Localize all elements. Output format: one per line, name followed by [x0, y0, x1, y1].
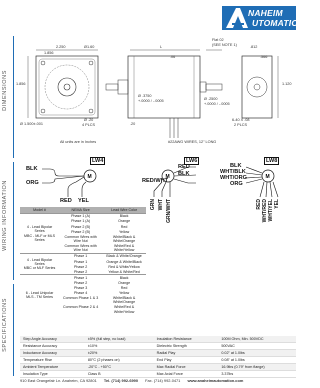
- lw6-bottom2: WHT: [158, 199, 164, 211]
- spec-label: Dielectric Strength: [154, 343, 219, 350]
- lw8-bottom1: RED: [256, 199, 262, 210]
- spec-value: -20°C - +50°C: [85, 364, 154, 371]
- color-cell: Yellow: [118, 229, 130, 234]
- dim-keyway: 6-40 X .08: [232, 118, 250, 122]
- lw8-left-mid1: WHT/BLK: [220, 169, 246, 175]
- spec-row: [20, 343, 296, 350]
- dim-lead-note: #22AWG WIRES, 12" LONG: [168, 140, 217, 144]
- dim-shaft-len: .812: [250, 45, 258, 49]
- spec-label: Inductance Accuracy: [20, 350, 85, 357]
- nema-cell: Phase 2 (B): [71, 229, 91, 234]
- spec-table: [20, 336, 296, 378]
- spec-label: Radial Play: [154, 350, 219, 357]
- section-dimensions-label: DIMENSIONS: [2, 70, 8, 111]
- table-row: [20, 214, 146, 220]
- dim-holes-count: 4 PLCS: [82, 123, 96, 127]
- lw6-right-mid2: RED/WHT: [142, 178, 169, 184]
- color-cell: Orange: [118, 280, 131, 285]
- wiring-table-header-color: Lead Wire Color: [102, 207, 146, 214]
- table-row: [20, 254, 146, 260]
- lw8-bottom3: WHT/YEL: [268, 199, 274, 222]
- nema-cell: Phase 1 (A): [71, 219, 91, 224]
- dim-face-width: 1.856: [44, 51, 54, 55]
- nema-cell: Common Wires with Wire Nut: [64, 244, 97, 253]
- dim-bolt-circle: Ø 1.500±.001: [20, 122, 43, 126]
- dim-keyway-count: 2 PLCS: [234, 123, 248, 127]
- model-cell: 4 - Lead Bipolar Series MBC or MLF Series: [23, 257, 56, 271]
- wiring-table-header-model: Model #: [20, 207, 59, 214]
- color-cell: Yellow & White/Red: [108, 269, 140, 274]
- nema-cell: Common Phase 2 & 4: [63, 305, 99, 310]
- dim-length: L: [160, 45, 163, 49]
- svg-text:M: M: [265, 174, 270, 180]
- lw8-tag: LW8: [266, 158, 278, 164]
- lw4-left-top: BLK: [26, 166, 38, 172]
- spec-label: Insulation Type: [20, 371, 85, 378]
- spec-value: Class B: [85, 371, 154, 378]
- footer: [20, 378, 296, 386]
- color-cell: Black: [119, 275, 129, 280]
- footer-tel: Tel. (714) 992-6990: [103, 378, 138, 383]
- footer-web-link[interactable]: www.anaheimautomation.com: [187, 378, 244, 383]
- nema-cell: Phase 4: [74, 291, 88, 295]
- dim-flat-note: Flat 02: [212, 38, 224, 42]
- spec-label: Insulation Resistance: [154, 336, 219, 343]
- section-specifications: [0, 284, 14, 376]
- spec-label: Max Axial Force: [154, 371, 219, 378]
- nema-cell: Common Phase 1 & 3: [63, 296, 99, 301]
- model-cell: 6 - Lead Unipolar MLS - TM Series: [25, 290, 54, 299]
- color-cell: Black & White/Orange: [106, 254, 142, 259]
- dim-offset: .06: [170, 55, 176, 59]
- spec-value: 0.08" at 1.0lbs: [218, 357, 296, 364]
- nema-cell: Phase 3: [74, 285, 88, 290]
- footer-address: 910 East Orangefair Ln. Anaheim, CA 92801: [20, 378, 97, 383]
- spec-value: 500VAC: [218, 343, 296, 350]
- spec-table-body: [20, 336, 296, 378]
- footer-fax: Fax. (714) 992-0471: [145, 378, 181, 383]
- color-cell: Orange & White/Black: [106, 259, 142, 264]
- nema-cell: Phase 2: [74, 264, 88, 269]
- dim-pilot1: Ø .3750: [138, 94, 152, 98]
- dim-units-note: All units are in Inches: [60, 140, 97, 144]
- lw6-right-top: RED: [178, 164, 190, 170]
- color-cell: White/Red & White/Yellow: [113, 305, 135, 314]
- section-dimensions: [0, 36, 14, 158]
- dim-holes: Ø .20: [84, 118, 94, 122]
- section-wiring: [0, 162, 14, 280]
- color-cell: Red & White/Yellow: [108, 264, 140, 269]
- wiring-table-header-nema: NEMA Size: [59, 207, 102, 214]
- nema-cell: Phase 2: [74, 269, 88, 274]
- dim-square: Ø1.60: [84, 45, 95, 49]
- spec-value: ±5% (full step, no load): [85, 336, 154, 343]
- color-cell: Red: [120, 285, 128, 290]
- dim-top-width: 2.250: [56, 45, 66, 49]
- color-cell: White/Red & White/Yellow: [113, 244, 135, 253]
- wiring-table-body: [20, 214, 146, 315]
- table-row: [20, 275, 146, 281]
- lw4-bottom-left: RED: [60, 198, 72, 204]
- spec-row: [20, 364, 296, 371]
- color-cell: White/Black & White/Orange: [112, 234, 136, 243]
- spec-label: Step Angle Accuracy: [20, 336, 85, 343]
- dim-pilot2-tol: +.0000 / -.0005: [204, 102, 230, 106]
- lw8-left-bottom: ORG: [230, 181, 243, 187]
- svg-text:M: M: [165, 174, 170, 180]
- dim-pilot2: Ø .2500: [204, 97, 218, 101]
- dim-step: .20: [130, 122, 136, 126]
- spec-label: Temperature Rise: [20, 357, 85, 364]
- logo-line1: NAHEIM: [248, 8, 283, 18]
- spec-row: [20, 350, 296, 357]
- color-cell: Red: [120, 224, 128, 229]
- lw6-tag: LW6: [186, 158, 198, 164]
- lw4-bottom-right: YEL: [78, 198, 89, 204]
- spec-value: 100M Ohm, Min. 500VDC: [218, 336, 296, 343]
- color-cell: Orange: [118, 219, 131, 224]
- lw8-left-top: BLK: [230, 163, 242, 169]
- nema-cell: Phase 1: [74, 259, 88, 264]
- model-cell: 4 - Lead Bipolar Series MBC - MLF or MLS Series: [24, 224, 55, 242]
- spec-value: 0.02" at 1.0lbs: [218, 350, 296, 357]
- spec-row: [20, 357, 296, 364]
- spec-label: End Play: [154, 357, 219, 364]
- lw6-right-mid1: BLK: [178, 171, 190, 177]
- spec-label: Max Radial Force: [154, 364, 219, 371]
- dimension-drawing: [16, 38, 296, 160]
- section-specifications-label: SPECIFICATIONS: [2, 298, 8, 352]
- lw6-bottom3: GRN/WHT: [166, 199, 172, 223]
- lw8-bottom4: YEL: [274, 199, 280, 209]
- spec-value: 16.9lbs (0.79" from flange): [218, 364, 296, 371]
- color-cell: Yellow: [118, 291, 130, 295]
- lw4-tag: LW4: [92, 158, 104, 164]
- dim-flat-depth: .566: [260, 55, 268, 59]
- dim-pilot1-tol: +.0000 / -.0005: [138, 99, 164, 103]
- nema-cell: Phase 1 (A): [71, 214, 91, 219]
- svg-text:M: M: [87, 174, 92, 180]
- spec-label: Resistance Accuracy: [20, 343, 85, 350]
- header: [0, 6, 305, 32]
- dim-height: 1.856: [16, 82, 26, 86]
- wiring-table: [20, 207, 146, 314]
- nema-cell: Phase 2: [74, 280, 88, 285]
- spec-value: 80°C (2 phases on): [85, 357, 154, 364]
- spec-value: 3.37lbs: [218, 371, 296, 378]
- spec-value: ±20%: [85, 350, 154, 357]
- lw4-left-bottom: ORG: [26, 180, 39, 186]
- color-cell: Black: [119, 214, 129, 219]
- nema-cell: Common Wires with Wire Nut: [64, 234, 97, 243]
- lw8-bottom2: WHT/RED: [262, 199, 268, 223]
- lw6-bottom1: GRN: [150, 199, 156, 211]
- dim-flat-note2: (SEE NOTE 1): [212, 43, 237, 47]
- nema-cell: Phase 1: [74, 254, 88, 259]
- logo-line2: UTOMATION: [252, 18, 305, 28]
- nema-cell: Phase 2 (B): [71, 224, 91, 229]
- dim-shaft-dia: 1.120: [282, 82, 292, 86]
- company-logo: [222, 6, 305, 30]
- spec-value: ±10%: [85, 343, 154, 350]
- lw8-left-mid2: WHT/ORG: [220, 175, 248, 181]
- section-wiring-label: WIRING INFORMATION: [2, 180, 8, 251]
- nema-cell: Phase 1: [74, 275, 88, 280]
- spec-row: [20, 371, 296, 378]
- color-cell: White/Black & White/Orange: [112, 296, 136, 305]
- spec-label: Ambient Temperature: [20, 364, 85, 371]
